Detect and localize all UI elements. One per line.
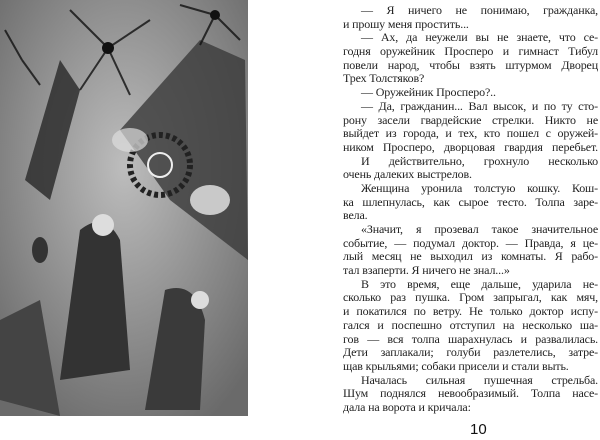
body-text xyxy=(343,4,598,415)
text-line: ка шлепнулась, как сырое тесто. Толпа заре- xyxy=(343,195,598,209)
text-line: Трех Толстяков? xyxy=(343,72,425,86)
text-line: Дети заплакали; голуби разлетелись, затре- xyxy=(343,346,598,360)
text-line: Началась сильная пушечная стрельба. xyxy=(361,373,598,387)
text-line: вела. xyxy=(343,209,368,223)
text-line: гался и поспешно отступил на несколько ша- xyxy=(343,318,598,332)
text-line: очень далеких выстрелов. xyxy=(343,168,472,182)
text-line: — Да, гражданин... Вал высок, и по ту сто- xyxy=(361,99,598,113)
text-line: тал взаперти. Я ничего не знал...» xyxy=(343,264,510,278)
text-line: гов — вся толпа шарахнулась и развалилась. xyxy=(343,332,598,346)
text-line: повели народ, чтобы взять штурмом Дворец xyxy=(343,58,598,72)
page-number: 10 xyxy=(470,421,487,438)
text-line: и покатился по ветру. Не только доктор испу- xyxy=(343,305,598,319)
text-line: И действительно, грохнуло несколько xyxy=(361,154,598,168)
text-line: выйдет из города, и тех, кто пошел с оружей- xyxy=(343,127,598,141)
text-line: Шум поднялся невообразимый. Толпа насе- xyxy=(343,387,598,401)
text-line: дала на ворота и кричала: xyxy=(343,400,471,414)
text-line: щав крыльями; собаки присели и стали выть. xyxy=(343,359,569,373)
text-line: «Значит, я прозевал такое значительное xyxy=(361,223,598,236)
text-line: В это время, еще дальше, ударила не- xyxy=(361,277,598,291)
text-line: рону засели гвардейские стрелки. Никто не xyxy=(343,113,598,127)
text-line: — Оружейник Просперо?.. xyxy=(361,86,496,100)
text-line: событие, — подумал доктор. — Правда, я це- xyxy=(343,236,598,250)
text-line: сколько раз пушка. Гром запрыгал, как мяч, xyxy=(343,291,598,305)
text-line: лый месяц не выходил из комнаты. Я рабо- xyxy=(343,250,598,264)
text-line: ником Просперо, дворцовая гвардия перебьет. xyxy=(343,140,598,154)
text-line: годня оружейник Просперо и гимнаст Тибул xyxy=(343,45,598,59)
illustration-crowd-fireworks-icon xyxy=(0,0,248,416)
text-line: Женщина уронила толстую кошку. Кош- xyxy=(361,181,598,195)
text-line: — Ах, да неужели вы не знаете, что се- xyxy=(361,31,598,45)
text-line: — Я ничего не понимаю, гражданка, xyxy=(361,4,598,17)
text-line: и прошу меня простить... xyxy=(343,17,469,31)
